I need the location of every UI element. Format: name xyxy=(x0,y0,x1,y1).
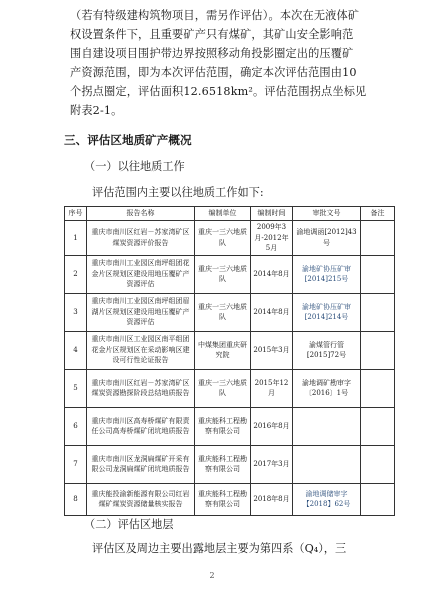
cell-name: 重庆市南川区龙洞扁煤矿开采有限公司龙洞扁煤矿闭坑地质报告 xyxy=(87,445,195,483)
cell-approval: 渝地调矿勘审字〔2016〕1号 xyxy=(293,369,361,407)
table-row xyxy=(65,445,395,483)
cell-no: 2 xyxy=(65,255,87,293)
cell-no: 6 xyxy=(65,407,87,445)
cell-unit: 重庆一三六地质队 xyxy=(195,221,251,256)
cell-name: 重庆能投渝新能源有限公司红岩煤矿煤炭资源储量核实报告 xyxy=(87,483,195,515)
header-time: 编制时间 xyxy=(251,207,293,221)
table-caption: 评估范围内主要以往地质工作如下: xyxy=(92,186,264,199)
header-no: 序号 xyxy=(65,207,87,221)
intro-line-2: 权设置条件下，且重要矿产只有煤矿，其矿山安全影响范 xyxy=(70,28,354,41)
intro-line-6: 附表2-1。 xyxy=(70,104,123,117)
cell-unit: 重庆一三六地质队 xyxy=(195,255,251,293)
intro-line-1: （若有特级建构筑物项目，需另作评估）。本次在无液体矿 xyxy=(70,9,360,22)
cell-time: 2014年8月 xyxy=(251,255,293,293)
table-row xyxy=(65,293,395,331)
cell-time: 2017年3月 xyxy=(251,445,293,483)
header-unit: 编制单位 xyxy=(195,207,251,221)
cell-name: 重庆市南川区红岩－苏家湾矿区煤炭资源评价报告 xyxy=(87,221,195,256)
cell-no: 7 xyxy=(65,445,87,483)
intro-paragraph xyxy=(70,6,390,120)
cell-approval: 渝地矿协压矿审[2014]214号 xyxy=(293,293,361,331)
cell-note xyxy=(361,445,395,483)
cell-no: 5 xyxy=(65,369,87,407)
cell-note xyxy=(361,221,395,256)
intro-line-3: 围自建设项目围护带边界按照移动角投影圈定出的压覆矿 xyxy=(70,47,354,60)
cell-approval: 渝地调函[2012]43号 xyxy=(293,221,361,256)
cell-unit: 中煤集团重庆研究院 xyxy=(195,331,251,369)
cell-time: 2016年8月 xyxy=(251,407,293,445)
cell-name: 重庆市南川工业园区南坪组团眉湖片区规划区建设用地压覆矿产资源评估 xyxy=(87,293,195,331)
cell-approval: 渝地调储审字【2018】62号 xyxy=(293,483,361,515)
cell-note xyxy=(361,483,395,515)
geological-work-table xyxy=(64,206,395,516)
strata-paragraph-start: 评估区及周边主要出露地层主要为第四系（Q₄），三 xyxy=(92,542,347,555)
page-number: 2 xyxy=(209,571,215,580)
cell-unit: 重庆能科工程勘察有限公司 xyxy=(195,483,251,515)
subsection-2-heading: （二）评估区地层 xyxy=(84,518,174,531)
cell-time: 2014年8月 xyxy=(251,293,293,331)
cell-name: 重庆市南川区红岩－苏家湾矿区煤炭资源勘探阶段总结地质报告 xyxy=(87,369,195,407)
cell-approval: 渝地矿协压矿审[2014]215号 xyxy=(293,255,361,293)
cell-note xyxy=(361,255,395,293)
cell-name: 重庆市南川区工业园区南平组团花金片区规划区在采动影响区建设可行性论证报告 xyxy=(87,331,195,369)
cell-approval xyxy=(293,445,361,483)
cell-time: 2015年12月 xyxy=(251,369,293,407)
cell-time: 2009年3月-2012年5月 xyxy=(251,221,293,256)
header-note: 备注 xyxy=(361,207,395,221)
table-row xyxy=(65,483,395,515)
cell-name: 重庆市南川区高寿桥煤矿有限责任公司高寿桥煤矿闭坑地质报告 xyxy=(87,407,195,445)
cell-unit: 重庆一三六地质队 xyxy=(195,293,251,331)
cell-unit: 重庆能科工程勘察有限公司 xyxy=(195,407,251,445)
intro-line-5: 个拐点圈定，评估面积12.6518km²。评估范围拐点坐标见 xyxy=(70,85,367,98)
cell-time: 2018年8月 xyxy=(251,483,293,515)
table-row xyxy=(65,255,395,293)
cell-approval: 渝煤管行管[2015]72号 xyxy=(293,331,361,369)
cell-note xyxy=(361,293,395,331)
cell-approval xyxy=(293,407,361,445)
table-row xyxy=(65,369,395,407)
intro-line-4: 产资源范围，即为本次评估范围，确定本次评估范围由10 xyxy=(70,66,357,79)
header-name: 报告名称 xyxy=(87,207,195,221)
cell-note xyxy=(361,331,395,369)
section-3-heading: 三、评估区地质矿产概况 xyxy=(64,133,192,147)
table-row xyxy=(65,407,395,445)
cell-no: 1 xyxy=(65,221,87,256)
cell-note xyxy=(361,369,395,407)
table-row xyxy=(65,331,395,369)
subsection-1-heading: （一）以往地质工作 xyxy=(84,160,185,173)
table-row xyxy=(65,221,395,256)
cell-unit: 重庆一三六地质队 xyxy=(195,369,251,407)
cell-no: 3 xyxy=(65,293,87,331)
cell-unit: 重庆能科工程勘察有限公司 xyxy=(195,445,251,483)
cell-no: 8 xyxy=(65,483,87,515)
cell-time: 2015年3月 xyxy=(251,331,293,369)
cell-no: 4 xyxy=(65,331,87,369)
cell-name: 重庆市南川工业园区南坪组团花金片区规划区建设用地压覆矿产资源评估 xyxy=(87,255,195,293)
table-header-row xyxy=(65,207,395,221)
cell-note xyxy=(361,407,395,445)
header-approval: 审批文号 xyxy=(293,207,361,221)
